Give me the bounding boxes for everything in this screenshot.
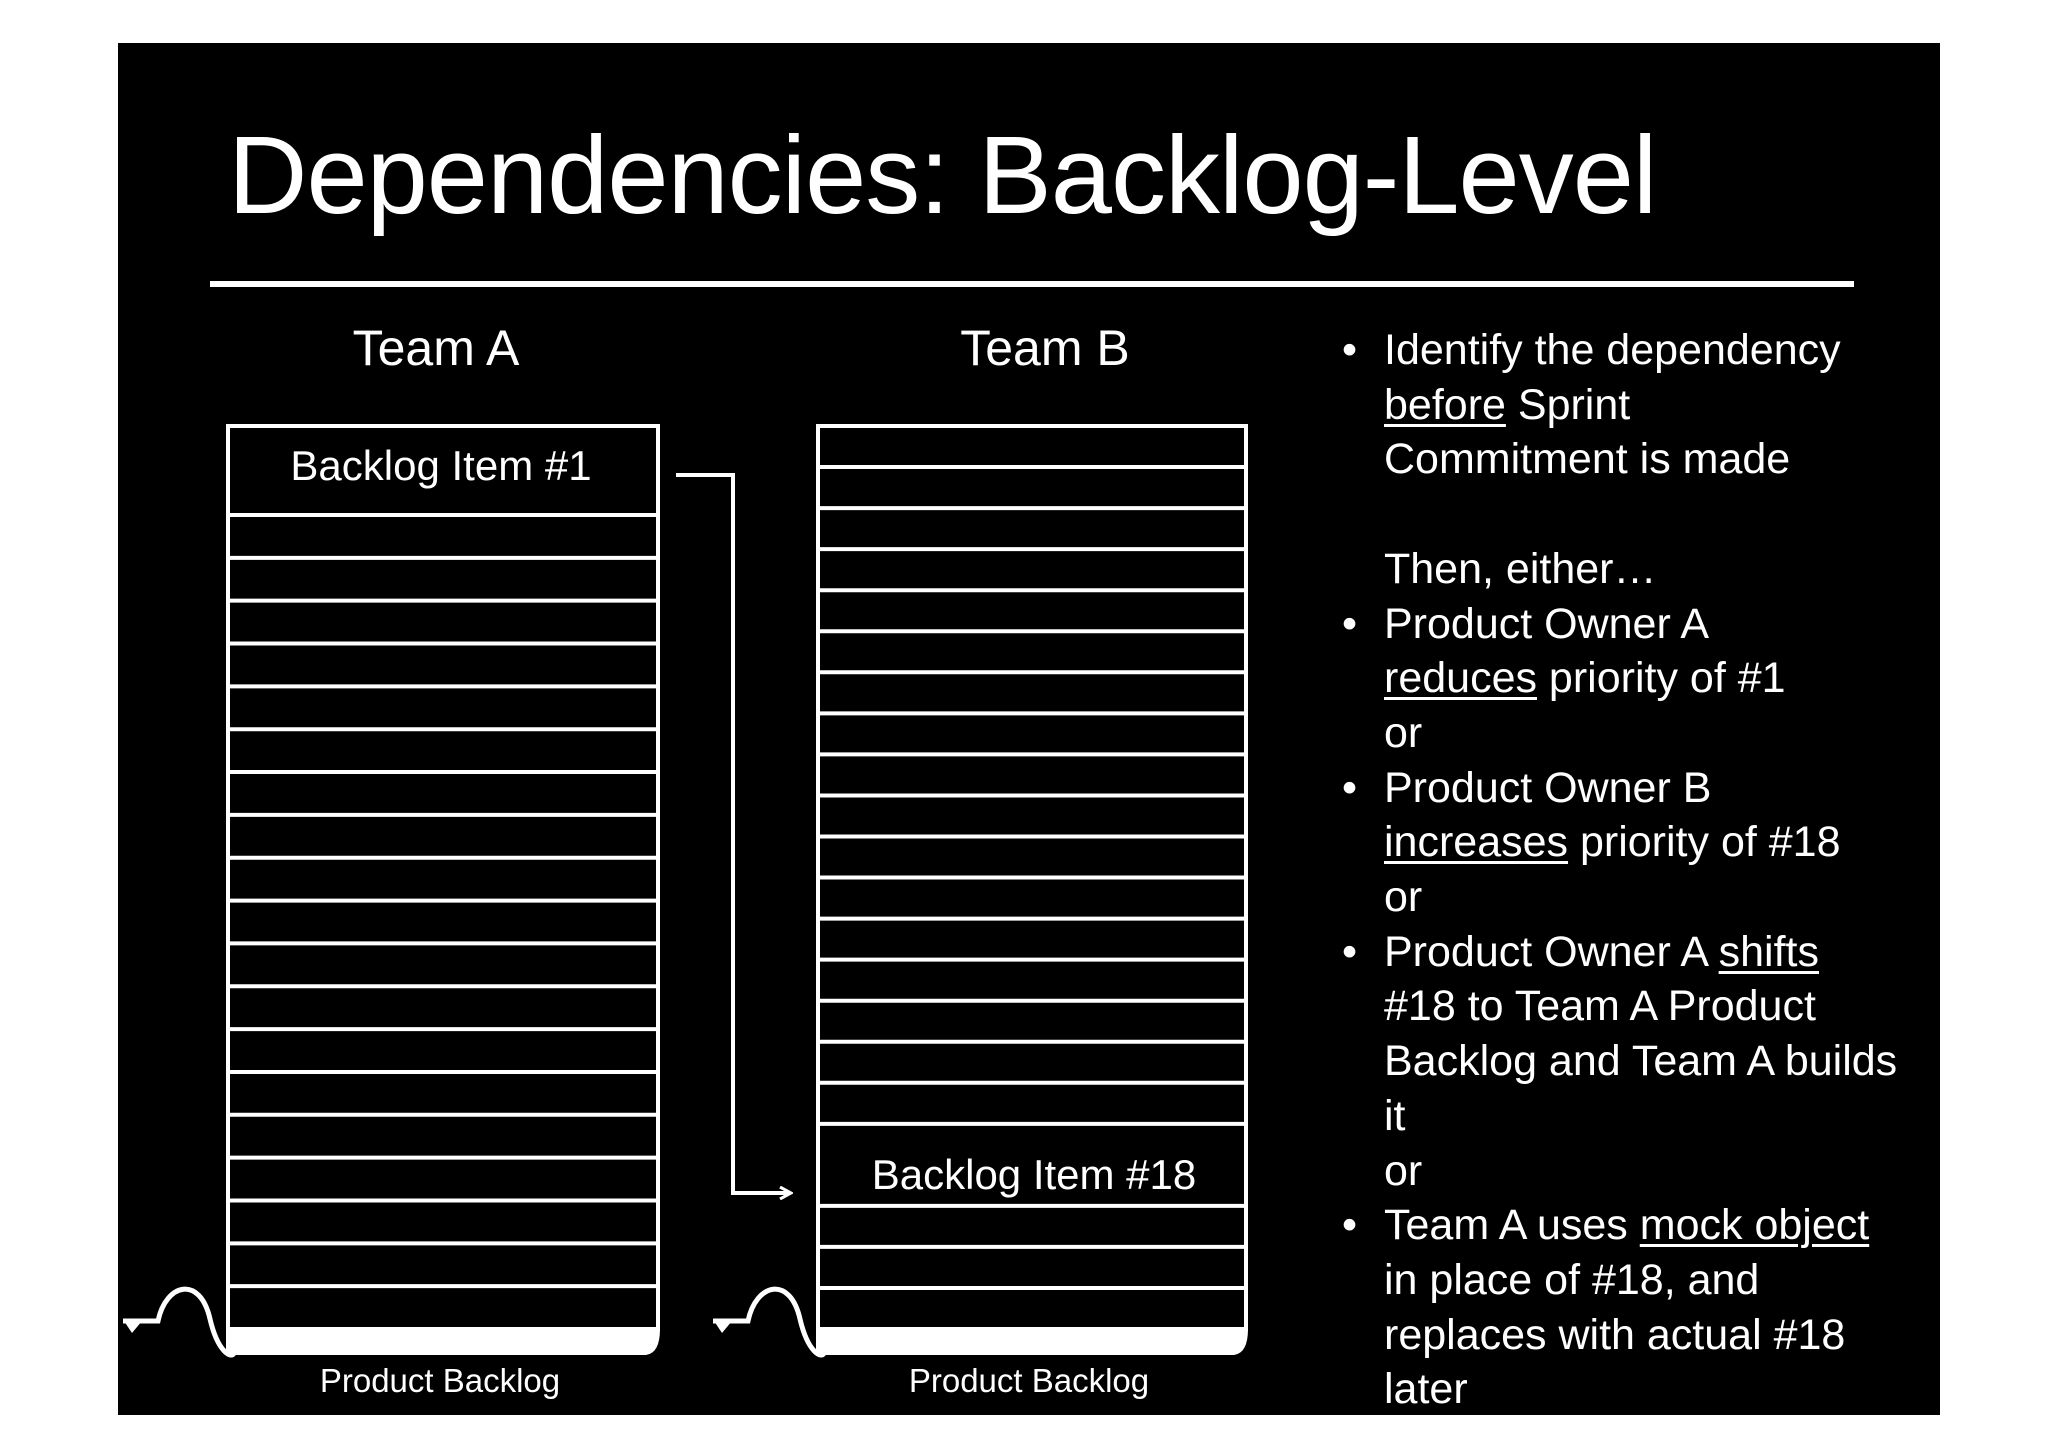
emphasized-term: before [1384,380,1506,429]
bullet-item [1348,761,1928,870]
backlog-frame [228,426,658,1329]
bullet-text: priority of #1 [1536,654,1786,703]
bullet-text: Identify the dependency [1384,326,1841,374]
bullet-text: later [1384,1365,1468,1414]
bullet-continuation [1348,542,1928,597]
bullet-item [1348,323,1928,487]
bullet-text: in place of #18, and [1384,1255,1760,1304]
emphasized-term: reduces [1384,654,1537,703]
bullet-text: Commitment is made [1384,435,1791,484]
scroll-tip [714,1321,732,1333]
bullet-text: replaces with actual #18 [1384,1310,1846,1359]
team-b-backlog-caption: Product Backlog [908,1362,1150,1399]
team-b-product-backlog [713,426,1248,1355]
bullet-text: or [1384,708,1423,757]
team-b-heading: Team B [960,320,1130,376]
bullet-text: it [1384,1091,1406,1140]
bullet-text: Team A uses [1384,1201,1640,1250]
slide-title: Dependencies: Backlog-Level [228,114,1657,237]
bullet-text: priority of #18 [1568,818,1841,867]
scroll-base [816,1329,1248,1355]
bullet-text: Sprint [1505,380,1631,429]
bullet-gap [1348,487,1928,542]
emphasized-term: increases [1384,818,1569,867]
bullet-list [1348,323,1928,1417]
bullet-continuation [1348,706,1928,761]
bullet-item [1348,925,1928,1144]
emphasized-term: shifts [1718,927,1819,976]
dependency-arrow [676,475,790,1193]
team-b-highlighted-item: Backlog Item #18 [871,1151,1197,1198]
scroll-tip [124,1321,142,1333]
bullet-text: or [1384,1146,1423,1195]
team-a-heading: Team A [352,320,520,376]
scroll-base [226,1329,660,1355]
bullet-item [1348,597,1928,706]
backlog-dependency-diagram [118,43,1348,1415]
bullet-text: Product Owner A [1384,599,1710,648]
bullet-text: Product Owner A [1384,927,1719,976]
emphasized-term: mock object [1639,1201,1870,1250]
bullet-text: Backlog and Team A builds [1384,1037,1898,1086]
team-a-backlog-caption: Product Backlog [319,1362,561,1399]
bullet-text: or [1384,873,1423,922]
bullet-continuation [1348,1144,1928,1199]
slide [118,43,1940,1415]
bullet-text: Product Owner B [1384,763,1712,812]
bullet-text: Then, either… [1384,544,1657,593]
bullet-text: #18 to Team A Product [1384,982,1816,1031]
bullet-item [1348,1198,1928,1417]
bullet-continuation [1348,870,1928,925]
team-a-highlighted-item: Backlog Item #1 [290,442,592,489]
team-a-product-backlog [123,426,660,1355]
